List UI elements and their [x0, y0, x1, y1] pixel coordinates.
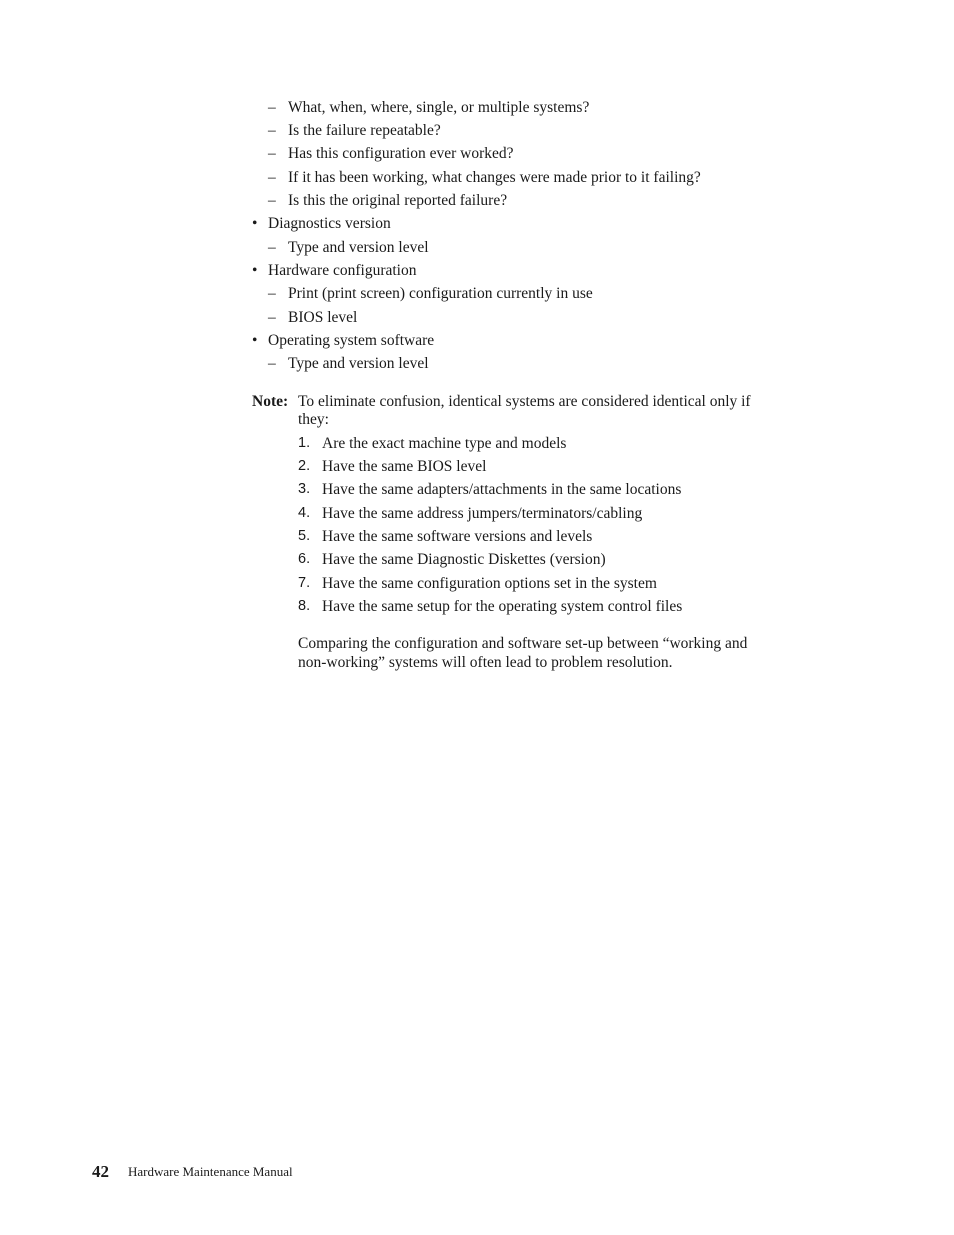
footer-title: Hardware Maintenance Manual [128, 1164, 293, 1179]
page-number: 42 [92, 1162, 109, 1181]
list-item: Type and version level [288, 239, 429, 256]
dash-marker: – [268, 355, 276, 372]
list-item: Is the failure repeatable? [288, 122, 441, 139]
list-item: Hardware configuration [268, 262, 417, 279]
dash-marker: – [268, 239, 276, 256]
numbered-item: Are the exact machine type and models [322, 435, 567, 452]
dash-marker: – [268, 169, 276, 186]
dash-marker: – [268, 192, 276, 209]
list-number: 6. [298, 551, 311, 567]
list-number: 5. [298, 528, 311, 544]
list-item: If it has been working, what changes were made prior to it failing? [288, 169, 701, 186]
dash-marker: – [268, 309, 276, 326]
list-item: Is this the original reported failure? [288, 192, 508, 209]
numbered-item: Have the same software versions and levels [322, 528, 593, 545]
numbered-item: Have the same address jumpers/terminators/cabling [322, 505, 643, 522]
list-item: Type and version level [288, 355, 429, 372]
list-number: 2. [298, 458, 311, 474]
list-item: Diagnostics version [268, 215, 391, 232]
bullet-marker: • [252, 215, 258, 232]
closing-paragraph: non-working” systems will often lead to problem resolution. [298, 654, 673, 671]
closing-paragraph: Comparing the configuration and software set-up between “working and [298, 635, 748, 652]
list-number: 1. [298, 435, 311, 451]
numbered-item: Have the same adapters/attachments in the same locations [322, 481, 682, 498]
numbered-item: Have the same configuration options set in the system [322, 575, 657, 592]
note-intro: they: [298, 411, 329, 428]
list-item: Print (print screen) configuration currently in use [288, 285, 593, 302]
list-item: What, when, where, single, or multiple systems? [288, 99, 590, 116]
list-item: BIOS level [288, 309, 358, 326]
bullet-marker: • [252, 332, 258, 349]
list-item: Has this configuration ever worked? [288, 145, 514, 162]
list-number: 8. [298, 598, 311, 614]
numbered-item: Have the same setup for the operating system control files [322, 598, 683, 615]
list-number: 7. [298, 575, 311, 591]
note-intro: To eliminate confusion, identical systems are considered identical only if [298, 393, 751, 410]
list-number: 4. [298, 505, 311, 521]
dash-marker: – [268, 145, 276, 162]
dash-marker: – [268, 122, 276, 139]
list-item: Operating system software [268, 332, 435, 349]
dash-marker: – [268, 99, 276, 116]
dash-marker: – [268, 285, 276, 302]
note-label: Note: [252, 393, 289, 410]
bullet-marker: • [252, 262, 258, 279]
numbered-item: Have the same Diagnostic Diskettes (version) [322, 551, 606, 568]
list-number: 3. [298, 481, 311, 497]
numbered-item: Have the same BIOS level [322, 458, 487, 475]
